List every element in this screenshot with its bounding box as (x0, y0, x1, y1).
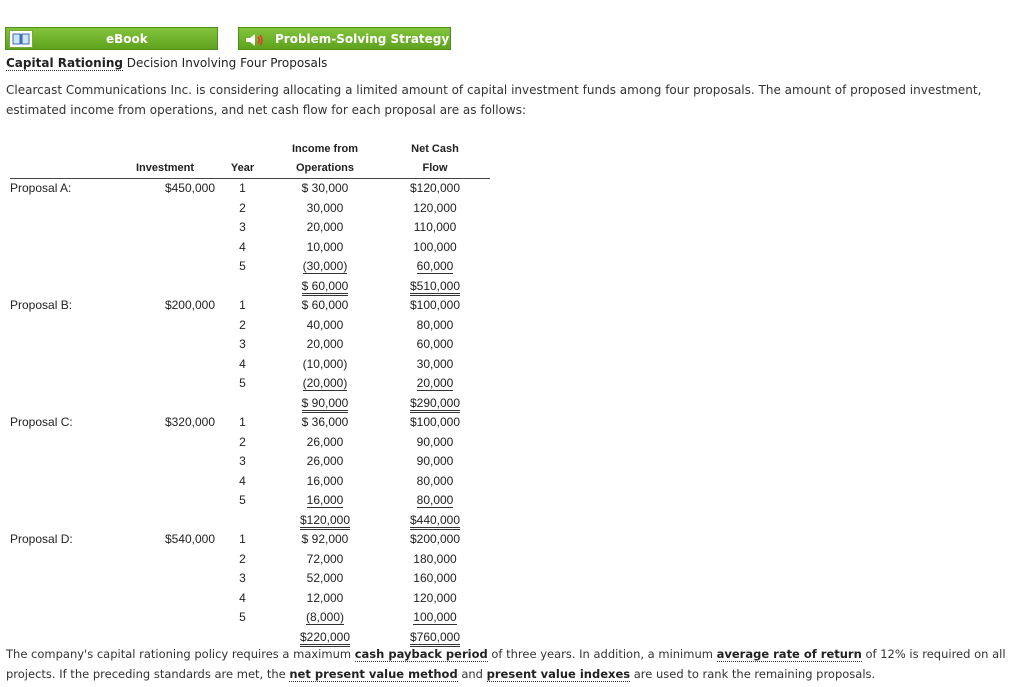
table-row (10, 608, 490, 628)
header-net-cash-flow (380, 140, 490, 179)
proposal-name (10, 238, 115, 258)
ncf-cell: 120,000 (413, 200, 457, 215)
income-cell: 20,000 (306, 337, 344, 352)
ncf-cell: 110,000 (413, 220, 457, 235)
table-row (10, 257, 490, 277)
header-ncf-line1: Net Cash (411, 143, 459, 155)
table-row (10, 589, 490, 609)
ncf-cell (380, 374, 490, 394)
income-cell: 26,000 (306, 434, 344, 449)
blank-cell (115, 277, 215, 297)
income-cell (270, 257, 380, 277)
ncf-cell (380, 257, 490, 277)
proposal-name: Proposal A: (10, 181, 72, 196)
ncf-value: 80,000 (416, 493, 454, 508)
income-value: 16,000 (306, 493, 344, 508)
income-cell: 52,000 (306, 571, 344, 586)
header-income-line2: Operations (295, 162, 355, 174)
income-cell: 30,000 (306, 200, 344, 215)
year-cell: 3 (239, 337, 246, 352)
header-income-line1: Income from (291, 143, 358, 155)
income-cell (270, 608, 380, 628)
total-ncf-cell (380, 277, 490, 297)
policy-part-2: of three years. In addition, a minimum (487, 647, 717, 661)
table-row (10, 335, 490, 355)
problem-subtitle: Decision Involving Four Proposals (122, 56, 328, 70)
year-cell: 1 (239, 532, 246, 547)
income-cell: 10,000 (306, 239, 344, 254)
header-income (270, 140, 380, 179)
total-ncf-value: $760,000 (410, 630, 460, 647)
blank-cell (10, 511, 115, 531)
total-income-cell (270, 394, 380, 414)
proposal-name (10, 472, 115, 492)
total-income-value: $220,000 (300, 630, 350, 647)
ncf-cell: 180,000 (413, 551, 457, 566)
policy-part-3: of 12% is required on all projects. If the preceding standards are met, the (6, 647, 1006, 681)
year-cell: 3 (239, 454, 246, 469)
year-cell: 4 (239, 590, 246, 605)
ncf-cell: $200,000 (409, 532, 461, 547)
year-cell: 3 (239, 220, 246, 235)
income-cell: $ 36,000 (301, 415, 349, 430)
income-cell: 16,000 (306, 473, 344, 488)
investment-value (115, 218, 215, 238)
table-row (10, 472, 490, 492)
income-cell: $ 60,000 (301, 298, 349, 313)
income-value: (8,000) (305, 610, 345, 625)
speaker-icon (245, 32, 265, 46)
ncf-value: 60,000 (416, 259, 454, 274)
net-present-value-method-link[interactable]: net present value method (289, 667, 458, 681)
ncf-value: 20,000 (416, 376, 454, 391)
income-cell: 26,000 (306, 454, 344, 469)
year-cell: 2 (239, 200, 246, 215)
table-row (10, 413, 490, 433)
proposal-name: Proposal D: (10, 532, 73, 547)
cash-payback-period-link[interactable]: cash payback period (354, 647, 488, 661)
investment-value (115, 550, 215, 570)
income-cell (270, 491, 380, 511)
ebook-label: eBook (106, 32, 148, 46)
proposal-name (10, 335, 115, 355)
table-row (10, 355, 490, 375)
table-row (10, 179, 490, 199)
year-cell: 2 (239, 551, 246, 566)
total-income-value: $ 60,000 (302, 279, 349, 296)
table-row (10, 530, 490, 550)
blank-cell (215, 277, 270, 297)
ncf-cell: $100,000 (409, 298, 461, 313)
blank-cell (10, 277, 115, 297)
table-row (10, 199, 490, 219)
investment-value (115, 472, 215, 492)
table-row (10, 491, 490, 511)
table-row (10, 238, 490, 258)
total-income-cell (270, 277, 380, 297)
investment-value: $200,000 (164, 298, 215, 313)
problem-title (6, 56, 327, 70)
ncf-cell: 160,000 (413, 571, 457, 586)
investment-value: $450,000 (164, 181, 215, 196)
income-cell: 72,000 (306, 551, 344, 566)
income-cell: 12,000 (306, 590, 344, 605)
total-ncf-cell (380, 511, 490, 531)
total-income-value: $ 90,000 (302, 396, 349, 413)
ncf-cell: 100,000 (413, 239, 457, 254)
investment-value (115, 316, 215, 336)
problem-solving-strategy-button[interactable] (238, 27, 451, 50)
year-cell: 1 (239, 181, 246, 196)
proposal-name (10, 608, 115, 628)
policy-part-5: are used to rank the remaining proposals. (630, 667, 876, 681)
year-cell: 5 (239, 259, 246, 274)
income-cell: $ 92,000 (301, 532, 349, 547)
ncf-cell: $120,000 (409, 181, 461, 196)
header-investment: Investment (115, 140, 215, 179)
investment-value (115, 374, 215, 394)
investment-value (115, 608, 215, 628)
present-value-indexes-link[interactable]: present value indexes (486, 667, 631, 681)
proposal-name (10, 433, 115, 453)
year-cell: 4 (239, 356, 246, 371)
income-cell: 40,000 (306, 317, 344, 332)
investment-value (115, 589, 215, 609)
total-ncf-cell (380, 394, 490, 414)
capital-rationing-link[interactable]: Capital Rationing (6, 56, 123, 70)
income-cell (270, 374, 380, 394)
ncf-cell: 120,000 (413, 590, 457, 605)
income-cell: (10,000) (302, 356, 348, 371)
header-year: Year (215, 140, 270, 179)
proposal-name (10, 316, 115, 336)
investment-value (115, 335, 215, 355)
blank-cell (115, 394, 215, 414)
ncf-cell: 30,000 (416, 356, 454, 371)
ncf-cell: 90,000 (416, 434, 454, 449)
year-cell: 5 (239, 376, 246, 391)
year-cell: 4 (239, 473, 246, 488)
ncf-cell: 90,000 (416, 454, 454, 469)
total-ncf-value: $510,000 (410, 279, 460, 296)
ncf-cell (380, 491, 490, 511)
table-row (10, 433, 490, 453)
investment-value (115, 257, 215, 277)
investment-value (115, 199, 215, 219)
policy-part-4: and (457, 667, 487, 681)
ncf-cell: $100,000 (409, 415, 461, 430)
income-cell: 20,000 (306, 220, 344, 235)
pss-label: Problem-Solving Strategy (275, 32, 450, 46)
ncf-cell: 60,000 (416, 337, 454, 352)
header-ncf-line2: Flow (422, 162, 448, 174)
total-ncf-value: $290,000 (410, 396, 460, 413)
ncf-value: 100,000 (413, 610, 457, 625)
table-row (10, 374, 490, 394)
policy-text (6, 644, 1021, 684)
proposal-table (10, 140, 490, 647)
blank-cell (115, 511, 215, 531)
proposal-name (10, 355, 115, 375)
year-cell: 1 (239, 415, 246, 430)
proposal-name (10, 199, 115, 219)
table-total-row (10, 511, 490, 531)
investment-value (115, 238, 215, 258)
proposal-name (10, 589, 115, 609)
investment-value (115, 452, 215, 472)
year-cell: 3 (239, 571, 246, 586)
year-cell: 5 (239, 493, 246, 508)
proposal-name: Proposal B: (10, 298, 73, 313)
table-header-row (10, 140, 490, 179)
table-row (10, 569, 490, 589)
book-icon (9, 30, 33, 48)
average-rate-of-return-link[interactable]: average rate of return (716, 647, 862, 661)
investment-value (115, 433, 215, 453)
resource-toolbar (0, 27, 460, 51)
blank-cell (10, 394, 115, 414)
investment-value (115, 355, 215, 375)
ncf-cell: 80,000 (416, 317, 454, 332)
investment-value (115, 491, 215, 511)
proposal-name: Proposal C: (10, 415, 73, 430)
year-cell: 5 (239, 610, 246, 625)
proposal-name (10, 218, 115, 238)
total-ncf-value: $440,000 (410, 513, 460, 530)
proposal-name (10, 374, 115, 394)
table-row (10, 452, 490, 472)
blank-cell (215, 394, 270, 414)
ncf-cell: 80,000 (416, 473, 454, 488)
table-row (10, 550, 490, 570)
table-row (10, 296, 490, 316)
income-value: (30,000) (302, 259, 348, 274)
policy-part-1: The company's capital rationing policy requires a maximum (6, 647, 355, 661)
table-total-row (10, 394, 490, 414)
investment-value: $540,000 (164, 532, 215, 547)
intro-text: Clearcast Communications Inc. is considering allocating a limited amount of capital investment funds among four proposals. The amount of proposed investment, estimated income from operations, and net cash flow for each proposal are as follows: (6, 83, 982, 117)
blank-cell (215, 511, 270, 531)
proposal-name (10, 257, 115, 277)
total-income-cell (270, 511, 380, 531)
year-cell: 2 (239, 434, 246, 449)
table-row (10, 218, 490, 238)
table-row (10, 316, 490, 336)
year-cell: 1 (239, 298, 246, 313)
proposal-name (10, 550, 115, 570)
proposal-name (10, 491, 115, 511)
ebook-button[interactable] (5, 27, 218, 50)
total-income-value: $120,000 (300, 513, 350, 530)
year-cell: 4 (239, 239, 246, 254)
income-cell: $ 30,000 (301, 181, 349, 196)
proposal-name (10, 452, 115, 472)
investment-value (115, 569, 215, 589)
proposal-name (10, 569, 115, 589)
investment-value: $320,000 (164, 415, 215, 430)
income-value: (20,000) (302, 376, 348, 391)
table-total-row (10, 277, 490, 297)
ncf-cell (380, 608, 490, 628)
year-cell: 2 (239, 317, 246, 332)
